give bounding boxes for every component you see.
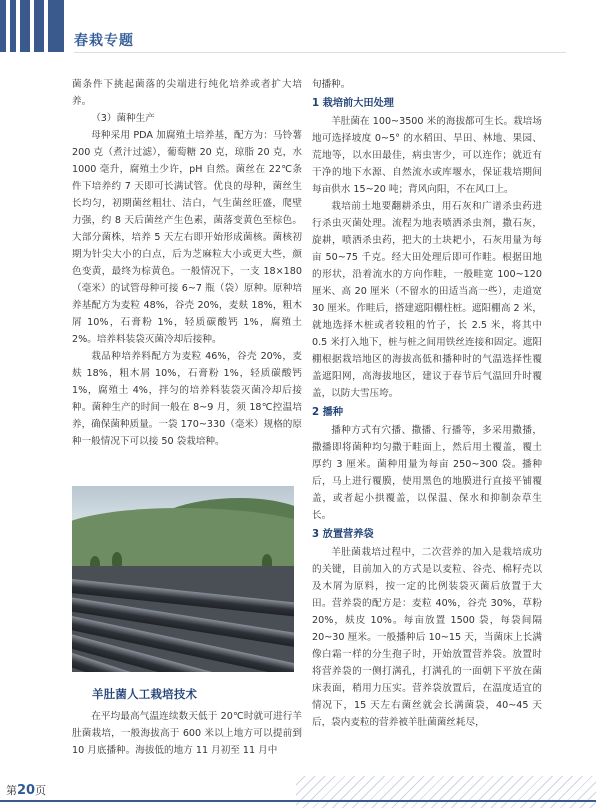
footer-rule (0, 800, 596, 802)
paragraph: 菌条件下挑起菌落的尖端进行纯化培养或者扩大培养。 (72, 79, 302, 107)
section-heading: 1 栽培前大田处理 (312, 98, 394, 109)
left-column (72, 76, 302, 450)
paragraph: 羊肚菌栽培过程中，二次营养的加入是栽培成功的关键，目前加入的方式是以麦粒、谷壳、棉籽壳以及木屑为原料，按一定的比例装袋灭菌后放置于大田。营养袋的配方是：麦粒 40%，谷壳 30%，草粉 20%，麸皮 10%。每亩放置 1500 袋，每袋间隔 20~30 厘米。一般播种后 10~15 天，当菌床上长满像白霜一样的分生孢子时，开始放置营养袋。放置时将营养袋的一侧打满孔，打满孔的一面朝下平放在菌床表面，稍用力压实。营养袋放置后，在温度适宜的情况下，15 天左右菌丝就会长满菌袋，40~45 天后，袋内麦粒的营养被羊肚菌菌丝耗尽， (312, 547, 542, 728)
paragraph: 母种采用 PDA 加腐殖土培养基，配方为：马铃薯 200 克（煮汁过滤），葡萄糖 20 克，琼脂 20 克，水 1000 毫升，腐殖土少许，pH 自然。菌丝在 22℃条件下培养约 7 天即可长满试管。优良的母种，菌丝生长均匀，初期菌丝粗壮、洁白，气生菌丝旺盛，爬壁力强，约 8 天后菌丝产生色素，菌落变黄色至棕色。大部分菌株，培养 5 天左右即开始形成菌核。菌核初期为针尖大小的白点，后为芝麻粒大小或更大些，颜色变黄，最终为棕黄色。一般情况下，一支 18×180（毫米）的试管母种可接 6~7 瓶（袋）原种。原种培养基配方为麦粒 48%，谷壳 20%，麦麸 18%，粗木屑 10%，石膏粉 1%，轻质碳酸钙 1%，腐殖土 2%。培养料装袋灭菌冷却后接种。 (72, 130, 302, 345)
greenhouse-photo (72, 486, 294, 672)
header-rule (74, 52, 566, 53)
header-decoration (0, 0, 64, 56)
page-header (0, 0, 596, 56)
page-number: 第20页 (6, 783, 47, 798)
section-heading: 3 放置营养袋 (312, 529, 374, 540)
section-heading: 2 播种 (312, 407, 344, 418)
footer-decoration (296, 776, 596, 808)
paragraph: 栽品种培养料配方为麦粒 46%，谷壳 20%，麦麸 18%，粗木屑 10%，石膏粉 1%，轻质碳酸钙 1%，腐殖土 4%，拌匀的培养料装袋灭菌冷却后接种。菌种生产的时间一般在 8~9 月，须 18℃控温培养，确保菌种质量。一袋 170~330（毫米）规格的原种一般情况下可以接 50 袋栽培种。 (72, 351, 302, 447)
paragraph: 旬播种。 (312, 79, 351, 90)
right-column (312, 76, 542, 731)
left-column-bottom (72, 708, 302, 759)
paragraph: 在平均最高气温连续数天低于 20℃时就可进行羊肚菌栽培，一般海拔高于 600 米以上地方可以提前到 10 月底播种。海拔低的地方 11 月初至 11 月中 (72, 711, 302, 756)
article-title: 羊肚菌人工栽培技术 (92, 687, 198, 701)
subheading: （3）菌种生产 (91, 113, 155, 124)
paragraph: 羊肚菌在 100~3500 米的海拔都可生长。栽培场地可选择坡度 0~5° 的水稻田、旱田、林地、果园、荒地等，以水田最佳，病虫害少，可以连作；就近有干净的地下水源、自然流水或库堰水，保证栽培期间每亩供水 15~20 吨；背风向阳，不在风口上。 (312, 116, 542, 195)
page-footer (0, 776, 596, 808)
section-title: 春栽专题 (74, 33, 134, 49)
paragraph: 栽培前土地要翻耕杀虫，用石灰和广谱杀虫药进行杀虫灭菌处理。流程为地表喷洒杀虫剂，撒石灰，旋耕，喷洒杀虫药，把大的土块耙小，石灰用量为每亩 50~75 千克。经大田处理后即可作畦。根据田地的形状，沿着流水的方向作畦，一般畦宽 100~120 厘米、高 20 厘米（不留水的田适当高一些），走道宽 30 厘米。作畦后，搭建遮阳棚柱桩。遮阳棚高 2 米，就地选择木桩或者较粗的竹子，长 2.5 米，将其中 0.5 米打入地下，桩与桩之间用铁丝连接和固定。遮阳棚根据栽培地区的海拔高低和播种时的气温选择性覆盖遮阳网，高海拔地区，建议于春节后气温回升时覆盖，以防大雪压垮。 (312, 201, 542, 399)
paragraph: 播种方式有穴播、撒播、行播等，多采用撒播，撒播即将菌种均匀撒于畦面上，然后用土覆盖，覆土厚约 3 厘米。菌种用量为每亩 250~300 袋。播种后，马上进行覆膜，使用黑色的地膜进行直接平铺覆盖，或者起小拱覆盖，以保温、保水和抑制杂草生长。 (312, 425, 542, 521)
